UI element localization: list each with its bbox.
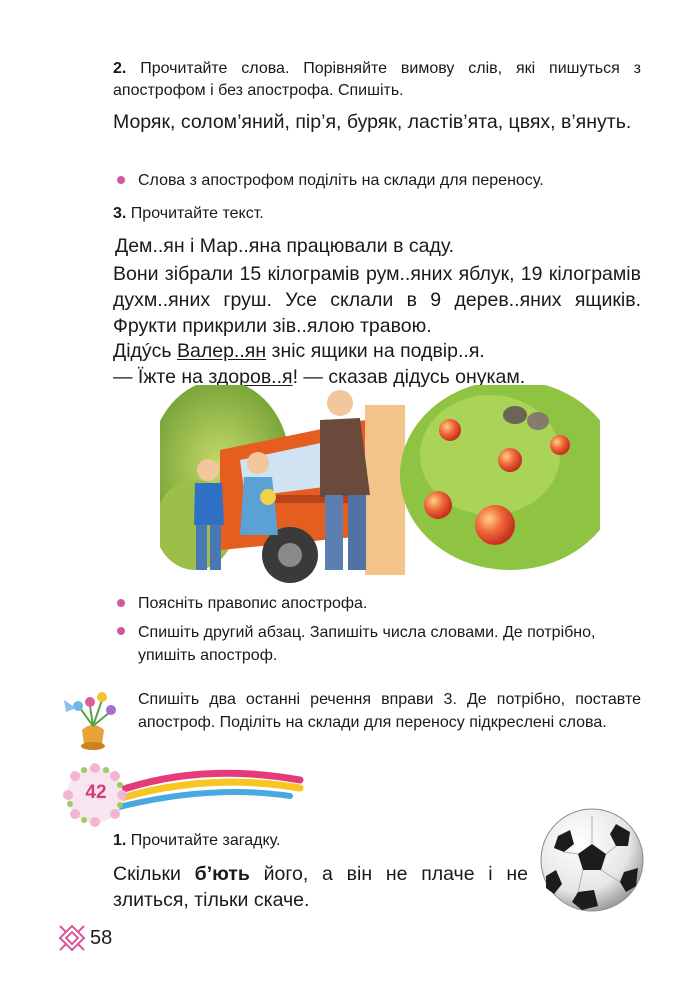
exercise-3-paragraph2: Вони зібрали 15 кілограмів рум..яних яблук, 19 кілограмів духм..яних груш. Усе склали в 9 дерев..яних ящиків. Фрукти прикрили зів..ялою травою. xyxy=(113,263,641,337)
exercise-1-instruction: Прочитайте загадку. xyxy=(130,832,281,849)
exercise-2-bullet: Слова з апострофом поділіть на склади для переносу. xyxy=(138,172,544,189)
homework-text: Спишіть два останні речення вправи 3. Де потрібно, поставте апостроф. Поділіть на склади для переносу підкреслені слова. xyxy=(138,691,641,731)
exercise-1-task xyxy=(113,830,513,852)
exercise-2-instruction: Прочитайте слова. Порівняйте вимову слів, які пишуться з апострофом і без апострофа. Спишіть. xyxy=(113,60,641,99)
underlined-word-valerian: Валер..ян xyxy=(177,340,267,362)
riddle-text: Скільки б’ють його, а він не плаче і не злиться, тільки скаче. xyxy=(113,863,528,911)
underlined-word-zdorovia: здоров..я xyxy=(208,366,293,388)
riddle-keyword: б’ють xyxy=(194,863,250,885)
bullet-dot xyxy=(117,627,125,635)
exercise-2-words: Моряк, солом’яний, пір’я, буряк, ластів’ята, цвях, в’януть. xyxy=(113,111,632,133)
exercise-3-line1: Дем..ян і Мар..яна працювали в саду. xyxy=(115,235,455,257)
bullet-dot xyxy=(117,176,125,184)
exercise-3-task xyxy=(113,203,641,225)
garden-illustration xyxy=(160,385,600,585)
page-number: 58 xyxy=(90,927,113,949)
exercise-3-number: 3. xyxy=(113,205,127,222)
exercise-3-instruction: Прочитайте текст. xyxy=(130,205,264,222)
flower-vase-icon xyxy=(62,686,124,752)
exercise-2-task xyxy=(113,58,641,102)
ornament-icon xyxy=(58,924,86,952)
exercise-3-bullet-1: Поясніть правопис апострофа. xyxy=(138,595,368,612)
soccer-ball-icon xyxy=(538,806,646,914)
lesson-number: 42 xyxy=(85,782,107,803)
exercise-1-number: 1. xyxy=(113,832,127,849)
bullet-dot xyxy=(117,599,125,607)
exercise-2-number: 2. xyxy=(113,60,127,77)
exercise-3-line5: Дідýсь Валер..ян зніс ящики на подвір..я. xyxy=(113,340,485,362)
exercise-3-line6: — Їжте на здоров..я! — сказав дідусь онукам. xyxy=(113,366,526,388)
exercise-3-bullet-2: Спишіть другий абзац. Запишіть числа словами. Де потрібно, упишіть апостроф. xyxy=(138,624,596,664)
